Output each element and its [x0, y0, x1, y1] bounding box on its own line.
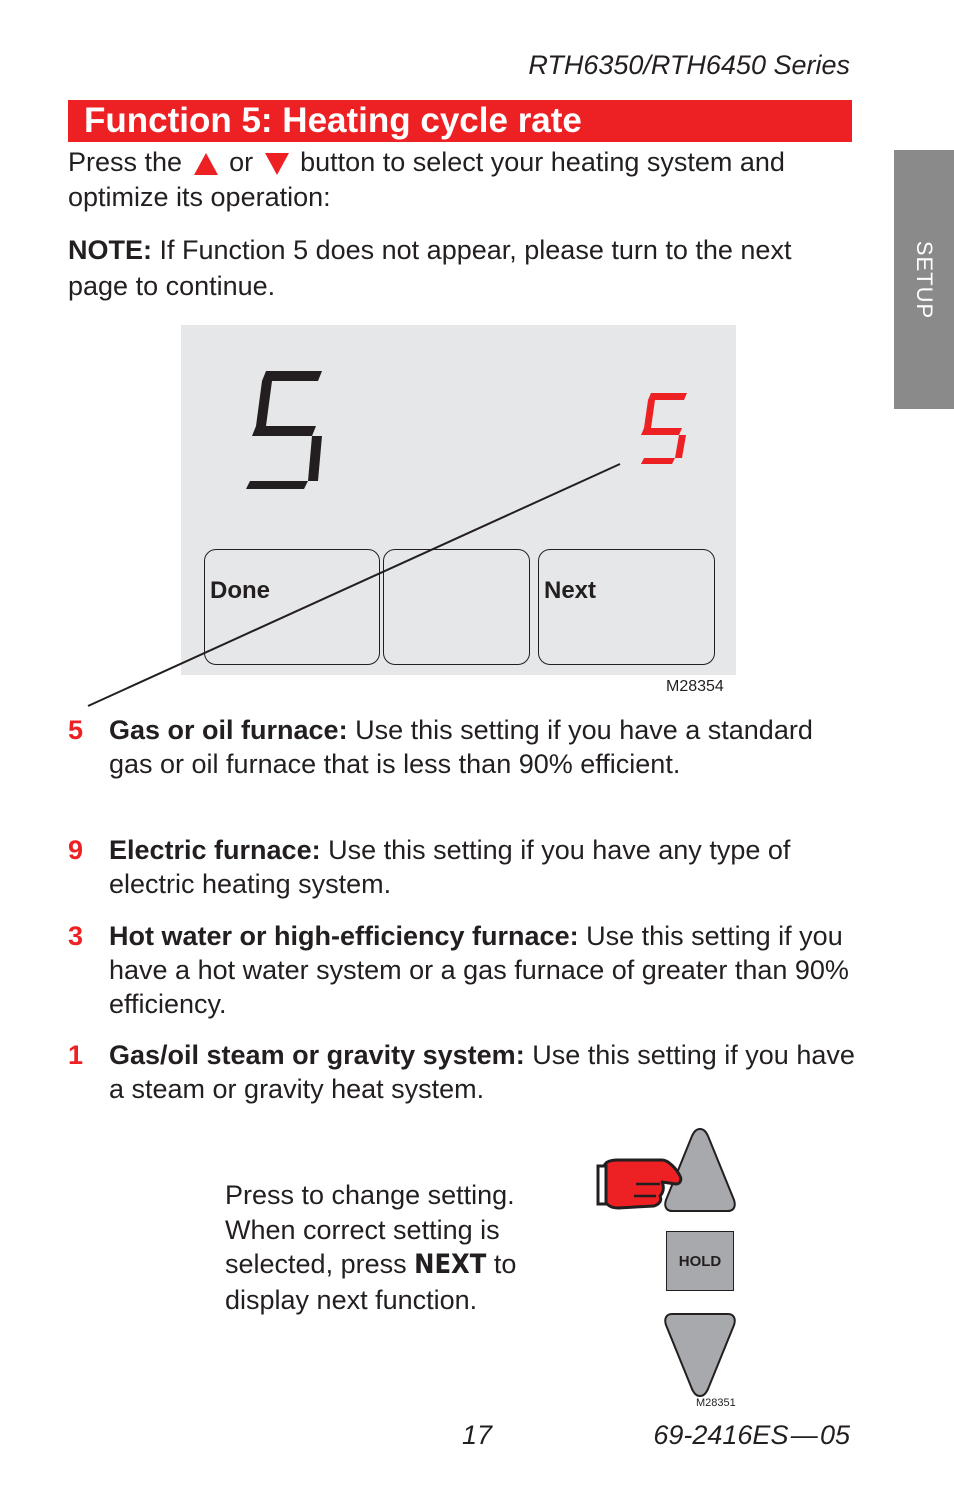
page-number: 17: [462, 1420, 493, 1450]
hold-button-label: HOLD: [678, 1253, 722, 1270]
option-number: 1: [68, 1040, 84, 1070]
option-text: Use this setting if you have a hot water system or a gas furnace of greater than 90% efficiency.: [109, 921, 849, 1019]
option-title: Hot water or high-efficiency furnace:: [109, 921, 579, 951]
document-number: 69-2416ES — 05: [653, 1420, 850, 1450]
intro-text-1: Press the: [68, 147, 183, 177]
display-figure-code: M28354: [666, 678, 724, 695]
option-number: 5: [68, 715, 84, 745]
intro-or: or: [229, 147, 254, 177]
down-key[interactable]: [665, 1314, 735, 1396]
note-text: If Function 5 does not appear, please turn to the next page to continue.: [68, 235, 792, 301]
setting-value-digit: [641, 393, 687, 464]
option-text: Use this setting if you have any type of electric heating system.: [109, 835, 791, 899]
hold-button[interactable]: [666, 1231, 734, 1291]
section-title: Function 5: Heating cycle rate: [84, 101, 582, 140]
option-item: [68, 713, 858, 781]
done-softkey-label: Done: [210, 577, 270, 604]
option-item: [68, 919, 858, 1021]
option-title: Electric furnace:: [109, 835, 321, 865]
setup-tab-label: SETUP: [912, 240, 937, 319]
option-item: [68, 1038, 858, 1106]
instruction-after: to display next function.: [225, 1249, 517, 1315]
series-title: RTH6350/RTH6450 Series: [528, 50, 850, 80]
option-title: Gas/oil steam or gravity system:: [109, 1040, 525, 1070]
instruction-before: Press to change setting. When correct setting is selected, press: [225, 1180, 515, 1279]
option-number: 3: [68, 921, 84, 951]
next-softkey-label: Next: [544, 577, 597, 604]
option-text: Use this setting if you have a steam or gravity heat system.: [109, 1040, 855, 1104]
option-title: Gas or oil furnace:: [109, 715, 348, 745]
keypad-figure-code: M28351: [696, 1397, 736, 1409]
intro-text-2: button to select your heating system and optimize its operation:: [68, 147, 785, 212]
instruction-text: [225, 1178, 585, 1317]
note-label: NOTE:: [68, 235, 152, 265]
leader-line: [88, 464, 620, 706]
option-number: 9: [68, 835, 84, 865]
instruction-key: NEXT: [414, 1249, 487, 1280]
option-item: [68, 833, 858, 901]
option-text: Use this setting if you have a standard gas or oil furnace that is less than 90% efficient.: [109, 715, 813, 779]
function-number-digit: [246, 371, 322, 489]
